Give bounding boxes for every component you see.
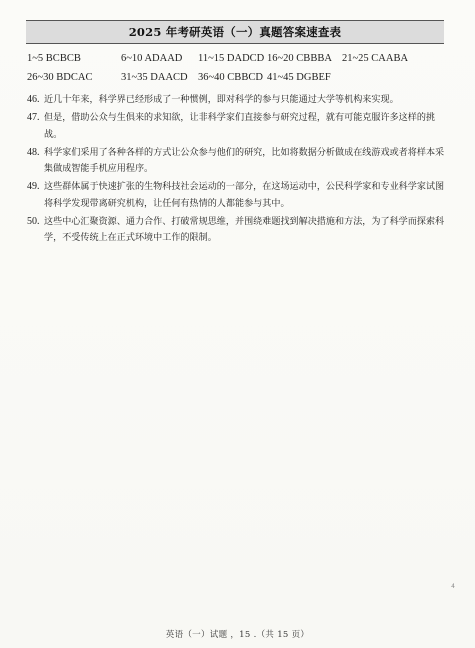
- title-bar: [26, 20, 444, 44]
- item-number: 48.: [27, 146, 40, 158]
- answer-group: 11~15 DADCD: [198, 53, 265, 64]
- answer-group: 36~40 CBBCD: [198, 72, 263, 83]
- answer-group: 41~45 DGBEF: [267, 72, 331, 83]
- item-number: 46.: [27, 94, 40, 105]
- page-footer: 英语（一）试题 ，15 .（共 15 页）: [165, 630, 310, 640]
- translation-item: [27, 145, 447, 178]
- item-number: 50.: [27, 215, 40, 227]
- translation-item: [27, 92, 447, 109]
- item-number: 47.: [27, 112, 40, 123]
- item-text: 这些群体属于快速扩张的生物科技社会运动的一部分，在这场运动中，公民科学家和专业科学家试图将科学发现带离研究机构，让任何有热情的人都能参与其中。: [44, 182, 445, 209]
- item-text: 这些中心汇聚资源、通力合作、打破常规思维，并围绕难题找到解决措施和方法，为了科学而探索科学，不受传统上在正式环境中工作的限制。: [44, 216, 445, 243]
- translation-item: [27, 110, 447, 143]
- translation-item: [27, 179, 447, 212]
- translation-answers: [27, 92, 447, 248]
- answer-group: 21~25 CAABA: [342, 53, 409, 64]
- answer-group: 1~5 BCBCB: [27, 53, 81, 64]
- answer-group: 6~10 ADAAD: [121, 53, 183, 64]
- item-text: 但是，借助公众与生俱来的求知欲，让非科学家们直接参与研究过程，就有可能克服许多这样的挑战。: [44, 113, 436, 140]
- answer-group: 31~35 DAACD: [121, 72, 188, 83]
- item-text: 科学家们采用了各种各样的方式让公众参与他们的研究，比如将数据分析做成在线游戏或者将样本采集做成智能手机应用程序。: [44, 147, 445, 174]
- translation-item: [27, 214, 447, 247]
- item-text: 近几十年来，科学界已经形成了一种惯例，即对科学的参与只能通过大学等机构来实现。: [44, 95, 399, 105]
- corner-mark: 4: [451, 583, 455, 590]
- page-title: 2025 年考研英语（一）真题答案速查表: [128, 25, 342, 39]
- answer-group: 16~20 CBBBA: [267, 53, 332, 64]
- answer-group: 26~30 BDCAC: [27, 72, 93, 83]
- item-number: 49.: [27, 181, 40, 192]
